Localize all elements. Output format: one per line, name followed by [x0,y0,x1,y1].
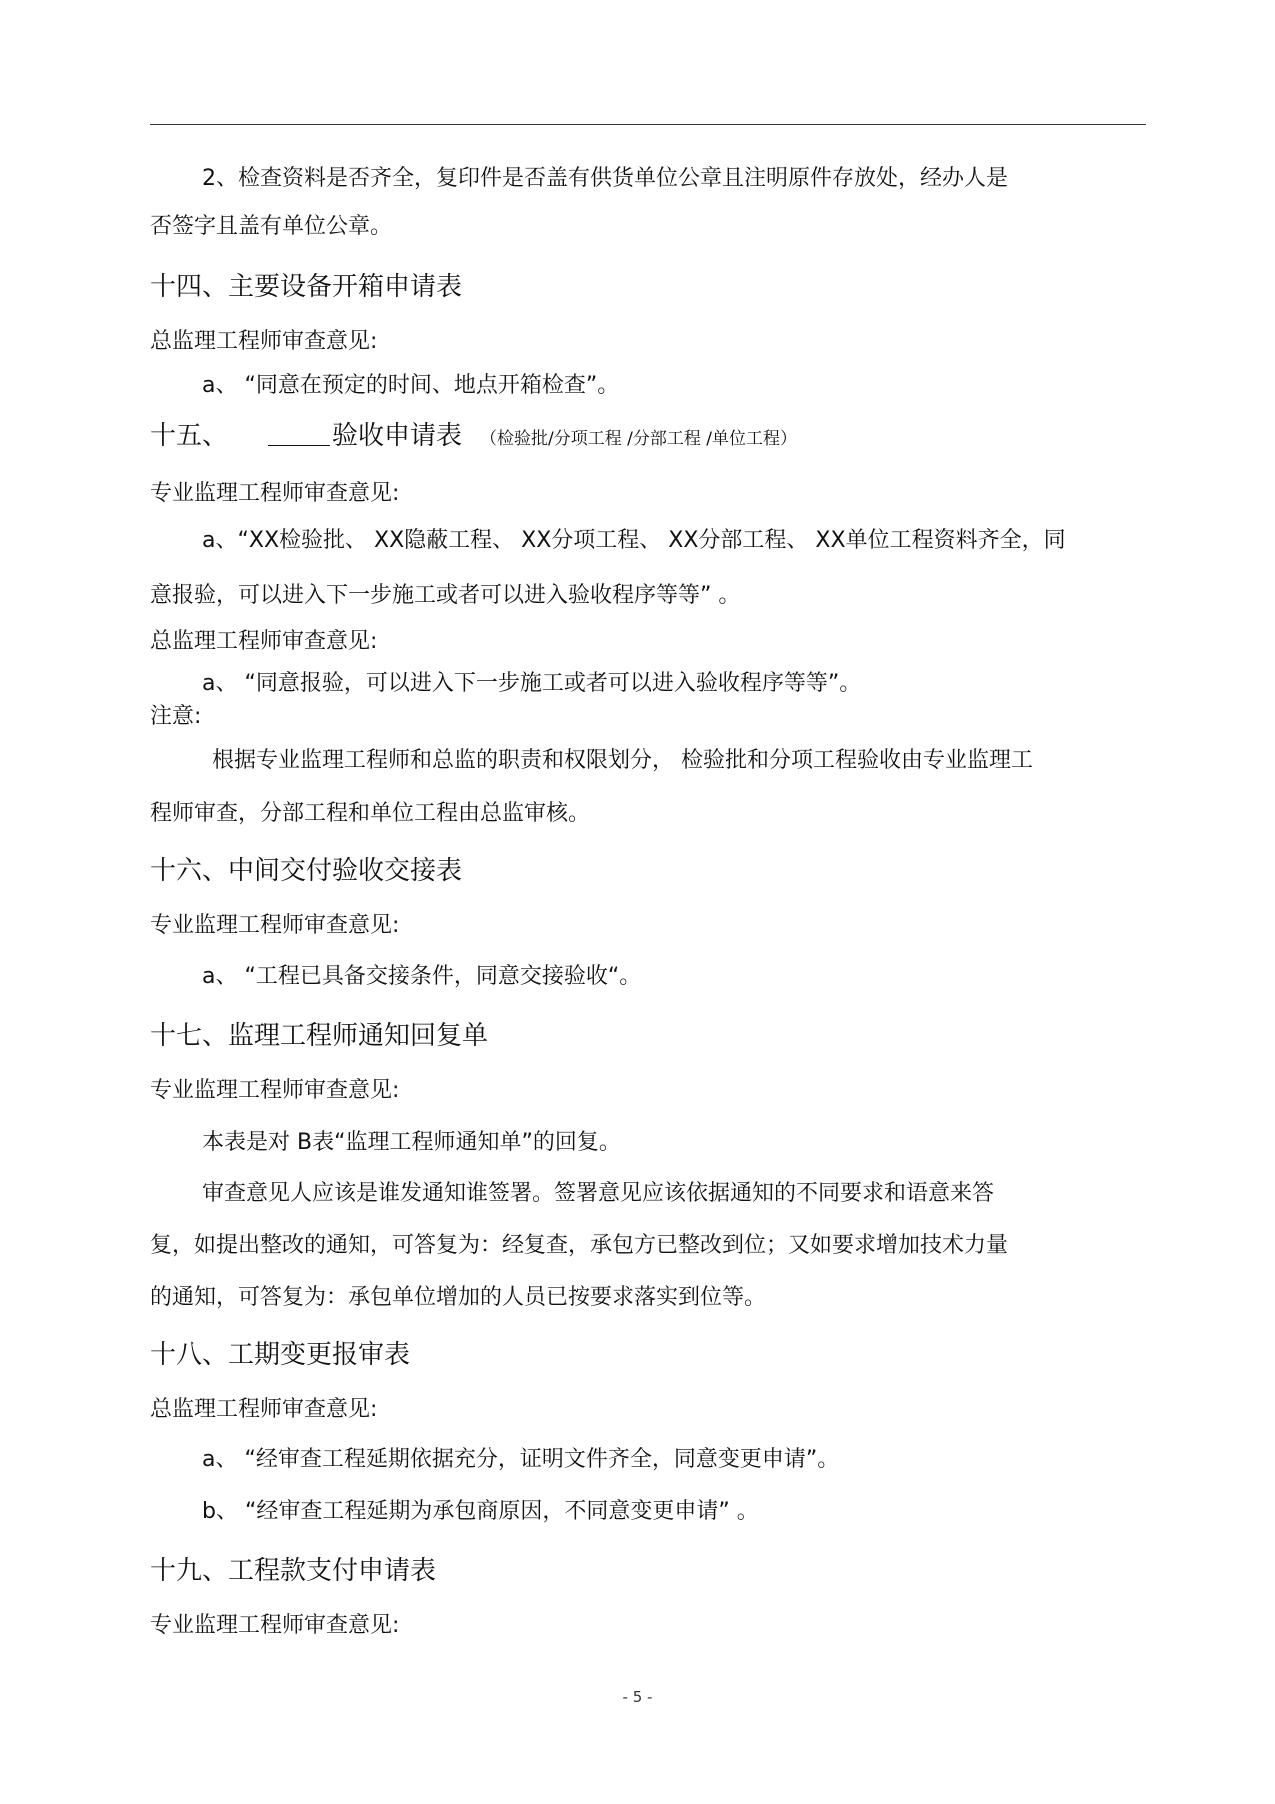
section-heading: 十八、工期变更报审表 [150,1340,411,1370]
paragraph-line: 复，如提出整改的通知，可答复为：经复查，承包方已整改到位；又如要求增加技术力量 [150,1233,1009,1258]
review-label: 专业监理工程师审查意见: [150,1613,400,1638]
opinion-item: a、“XX检验批、 XX隐蔽工程、 XX分项工程、 XX分部工程、 XX单位工程资料齐全，同 [202,528,1066,553]
section-heading: 十六、中间交付验收交接表 [150,856,463,886]
section-heading: 十七、监理工程师通知回复单 [150,1021,489,1051]
paragraph-line: 程师审查，分部工程和单位工程由总监审核。 [150,801,591,826]
opinion-item: b、 “经审查工程延期为承包商原因，不同意变更申请” 。 [202,1499,759,1524]
review-label: 总监理工程师审查意见: [150,329,378,354]
paragraph-line: 根据专业监理工程师和总监的职责和权限划分， 检验批和分项工程验收由专业监理工 [212,748,1033,773]
section-number: 十五、 [150,421,229,451]
opinion-item: a、 “工程已具备交接条件，同意交接验收“。 [202,964,642,989]
review-label: 专业监理工程师审查意见: [150,481,400,506]
review-label: 总监理工程师审查意见: [150,1397,378,1422]
review-label: 专业监理工程师审查意见: [150,913,400,938]
opinion-item: a、 “同意在预定的时间、地点开箱检查”。 [202,373,620,398]
opinion-item: a、 “经审查工程延期依据充分，证明文件齐全，同意变更申请”。 [202,1447,840,1472]
paragraph-line: 审查意见人应该是谁发通知谁签署。签署意见应该依据通知的不同要求和语意来答 [202,1181,995,1206]
paragraph-line: 2、检查资料是否齐全，复印件是否盖有供货单位公章且注明原件存放处，经办人是 [202,166,1008,191]
section-title: 验收申请表 [332,421,463,451]
paragraph-line: 的通知，可答复为：承包单位增加的人员已按要求落实到位等。 [150,1285,767,1310]
review-label: 总监理工程师审查意见: [150,629,378,654]
page-number: - 5 - [622,1688,653,1706]
paragraph-line: 意报验，可以进入下一步施工或者可以进入验收程序等等” 。 [150,583,741,608]
section-heading [150,420,797,455]
section-note: （检验批/分项工程 /分部工程 /单位工程） [480,429,798,449]
opinion-item: a、 “同意报验，可以进入下一步施工或者可以进入验收程序等等”。 [202,671,862,696]
paragraph-line: 本表是对 B表“监理工程师通知单”的回复。 [202,1130,621,1155]
section-heading: 十九、工程款支付申请表 [150,1556,437,1586]
fill-in-blank [268,425,330,446]
section-heading: 十四、主要设备开箱申请表 [150,272,463,302]
review-label: 专业监理工程师审查意见: [150,1078,400,1103]
note-label: 注意: [150,704,202,729]
paragraph-line: 否签字且盖有单位公章。 [150,214,393,239]
header-rule [150,124,1146,125]
